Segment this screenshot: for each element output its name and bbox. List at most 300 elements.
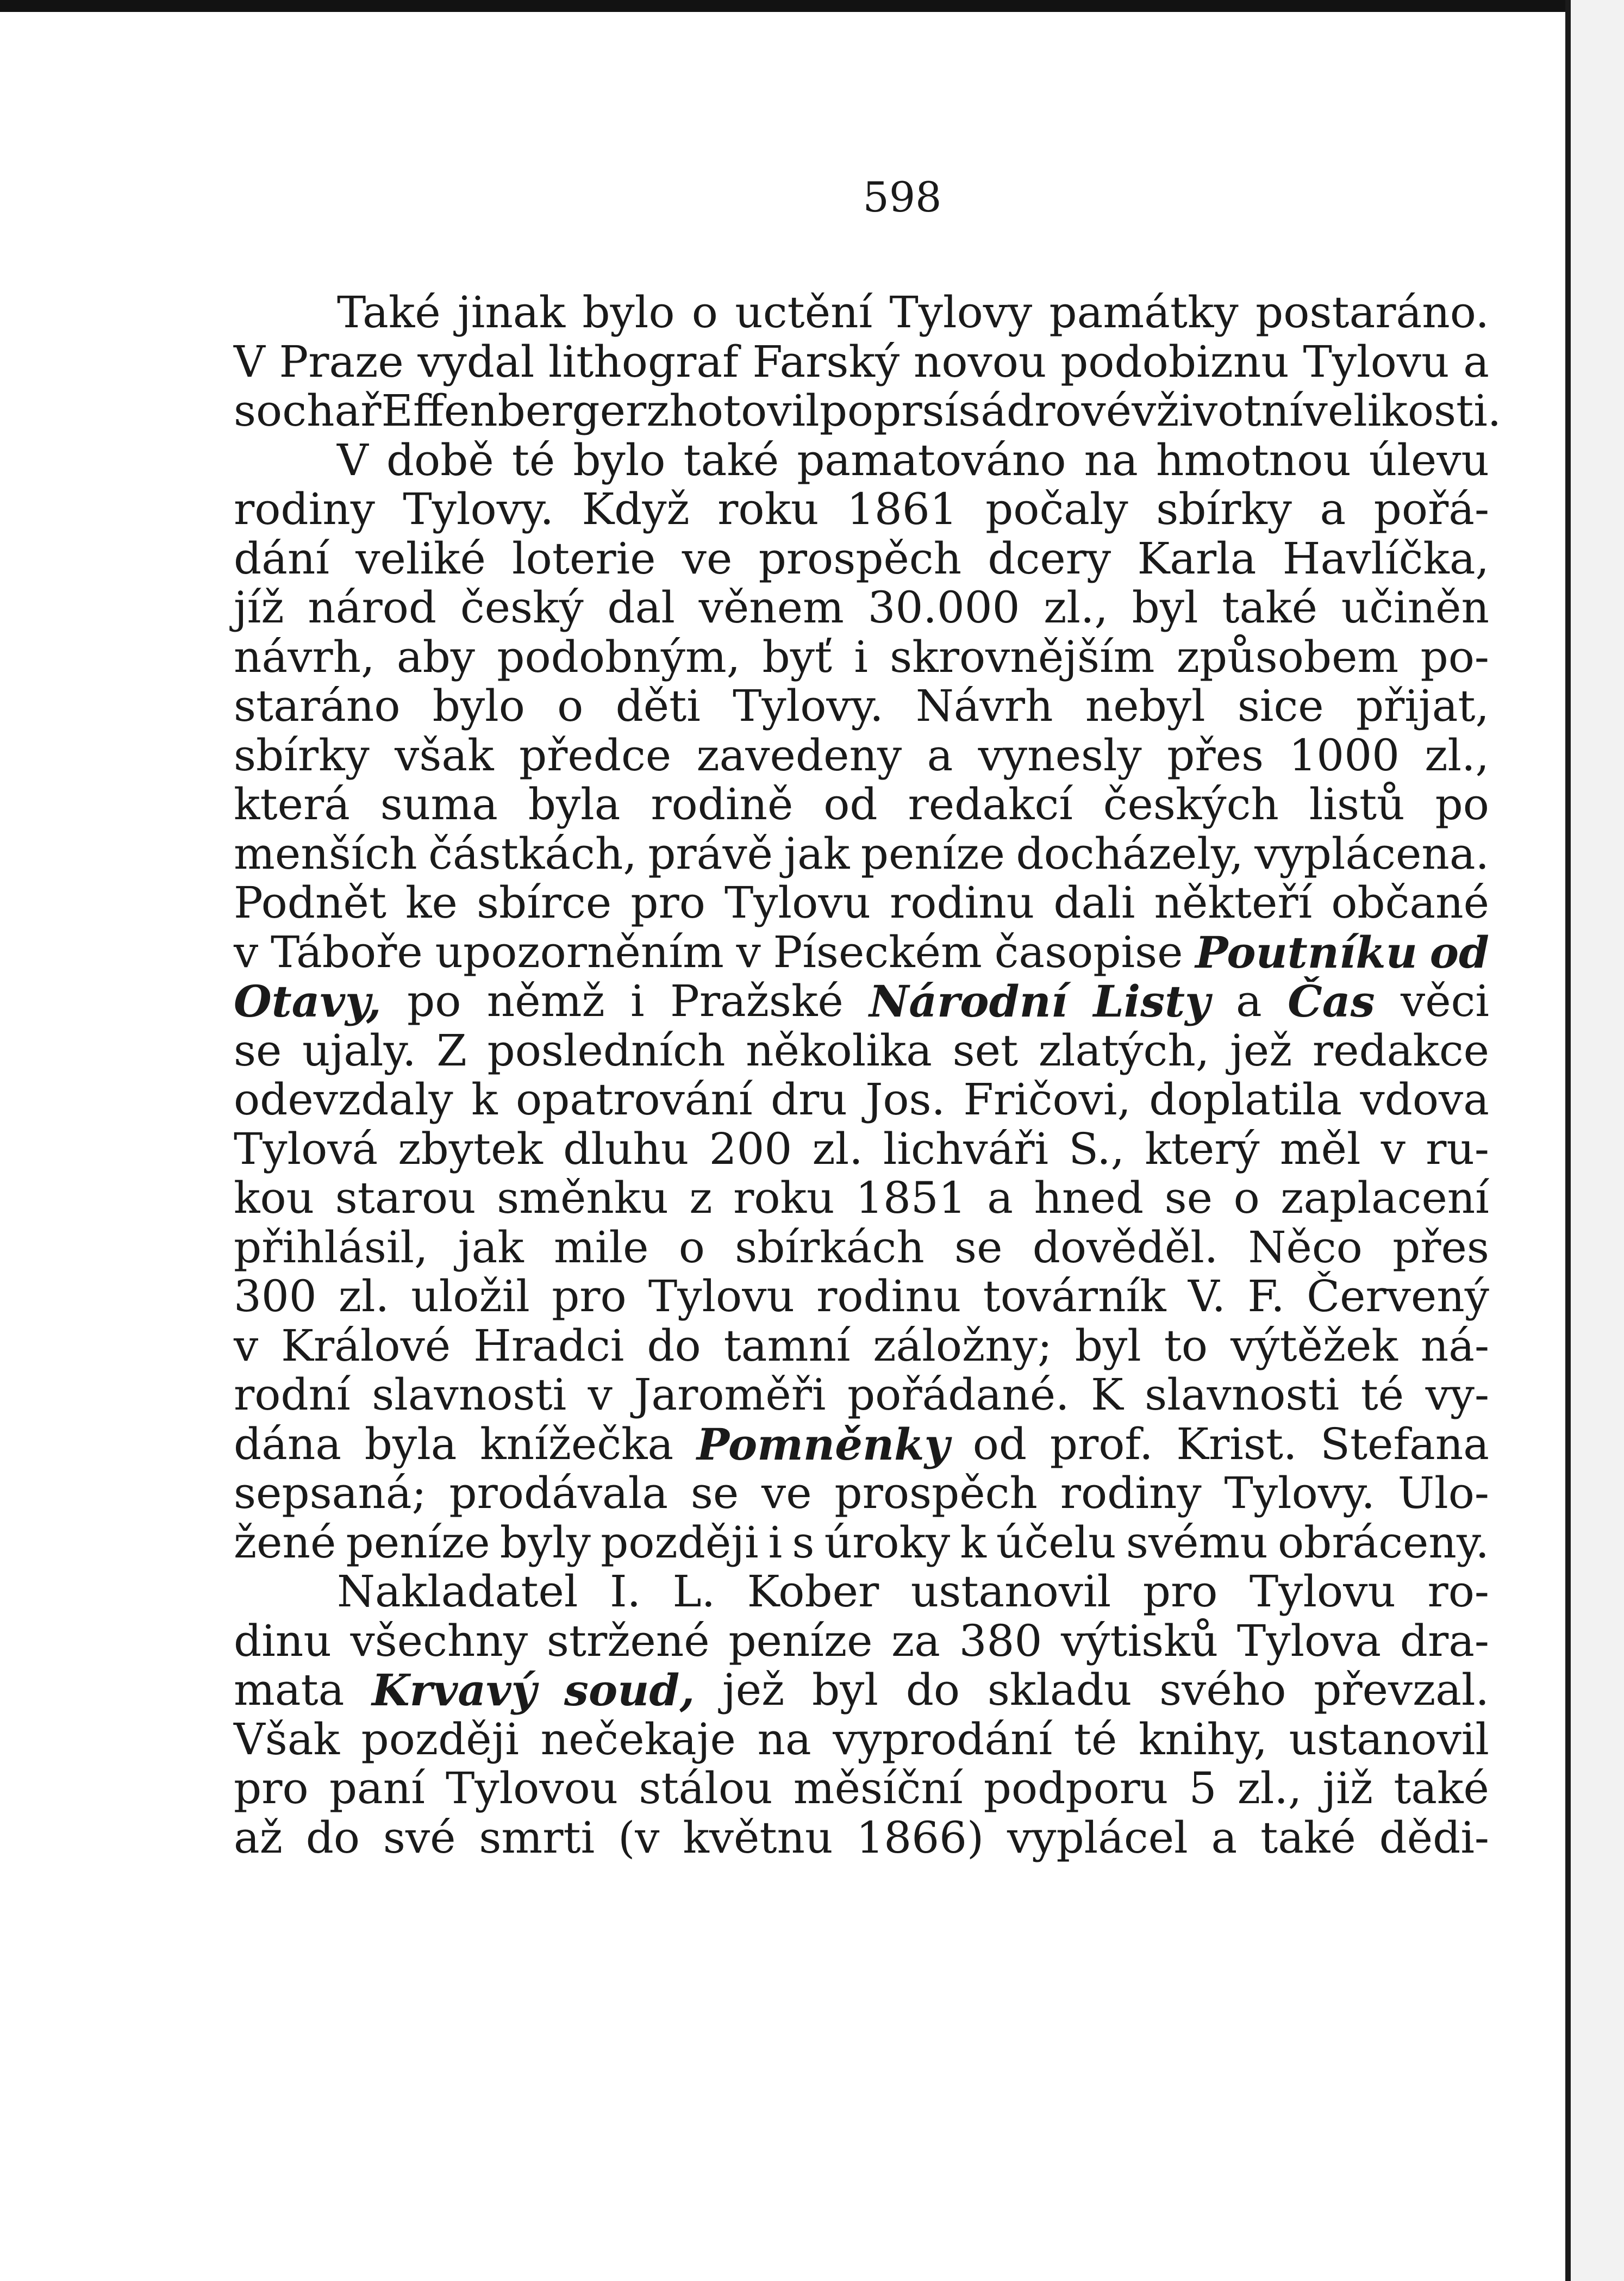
word: velikosti. [1303,385,1502,436]
word: továrník [983,1271,1166,1322]
text-line [234,878,1489,928]
word: Jos. [865,1074,945,1125]
word: Tylovu [648,1271,795,1322]
word: němž [486,976,605,1026]
word: v [1381,1123,1406,1174]
word: ve [761,1468,812,1518]
word: a [1320,484,1346,534]
word: po [407,976,461,1026]
word: zhotovil [646,385,820,436]
word: peníze [860,828,1005,879]
word: sbírce [476,877,612,928]
word: přihlásil, [234,1221,428,1273]
text-line [234,583,1489,633]
word: poprsí [819,385,959,436]
word: V [337,434,368,485]
text-line [234,1469,1489,1518]
word: podobným, [497,631,741,682]
text-line [234,485,1489,534]
word: 300 [234,1271,317,1322]
word: ná- [1420,1320,1489,1371]
text-line [234,1715,1489,1765]
word: doplatila [1149,1074,1342,1125]
word: také [683,434,779,485]
text-line [234,1518,1489,1568]
word: smrti [479,1812,595,1863]
word: úlevu [1369,434,1489,485]
word: knížečka [480,1418,674,1469]
text-line [234,1322,1489,1371]
word: záložny; [873,1320,1052,1371]
word: Táboře [270,926,423,977]
word: (v [618,1812,660,1863]
word: vyplácel [1007,1812,1188,1863]
word: i [768,1517,783,1568]
italic-word: Krvavý [372,1665,537,1716]
word: která [234,779,350,830]
word: K [1090,1369,1123,1420]
word: Tylovou [446,1763,619,1813]
word: v [1132,385,1157,436]
word: Něco [1248,1221,1363,1273]
word: 1861 [847,484,958,534]
word: pro [234,1763,309,1813]
word: o [1233,1173,1260,1223]
word: dcery [988,533,1111,584]
word: rodiny [234,484,375,534]
word: po [1435,779,1489,830]
word: s [792,1517,815,1568]
word: do [647,1320,701,1371]
word: knihy, [1138,1713,1267,1765]
text-line [234,436,1489,485]
word: redakce [1312,1025,1489,1076]
word: podobiznu [1060,336,1289,387]
italic-word: Pomněnky [696,1418,950,1470]
word: vy- [1425,1369,1489,1420]
word: také [1222,582,1317,633]
word: mata [234,1665,345,1715]
word: Tylová [234,1123,378,1174]
word: svého [1159,1665,1286,1715]
word: lichváři [883,1123,1049,1174]
word: k [471,1074,498,1125]
word: Tylovu [1249,1566,1396,1617]
word: v [234,926,259,977]
word: stržené [546,1615,710,1666]
word: dra- [1400,1615,1489,1666]
word: z [689,1173,713,1223]
word: se [690,1468,739,1518]
word: dána [234,1418,342,1469]
word: i [854,631,868,682]
word: prospěch [834,1468,1038,1518]
word: skrovnějším [890,631,1155,682]
word: Ulo- [1397,1468,1489,1518]
word: přes [1392,1221,1489,1273]
word: někteří [1154,877,1313,928]
word: stálou [639,1763,773,1813]
word: dinu [234,1615,332,1666]
word: učiněn [1341,582,1489,633]
word: novou [913,336,1047,387]
word: vdova [1360,1074,1489,1125]
word: Když [582,484,690,534]
word: tamní [723,1320,851,1371]
text-line [234,1617,1489,1666]
word: prodávala [449,1468,669,1518]
word: za [891,1615,940,1666]
word: F. [1247,1271,1285,1322]
word: květnu [683,1812,833,1863]
word: 5 [1189,1763,1217,1813]
word: sbírkách [735,1221,925,1273]
word: uložil [411,1271,530,1322]
word: vydal [417,336,535,387]
scan-right-margin [1571,0,1624,2281]
word: roku [733,1173,835,1223]
italic-word: Čas [1288,976,1375,1027]
word: a [1211,1812,1238,1863]
text-line [234,1125,1489,1174]
word: zaplacení [1281,1173,1489,1223]
word: časopise [994,926,1183,977]
text-line [234,1666,1489,1715]
word: občané [1331,877,1489,928]
word: rodinu [816,1271,961,1322]
word: měl [1279,1123,1361,1174]
word: zavedeny [696,730,902,781]
word: zl. [338,1271,390,1322]
word: Effenberger [381,385,647,436]
word: návrh, [234,631,375,682]
word: také [1260,1812,1356,1863]
word: přijat, [1356,681,1489,731]
word: vyplácena. [1254,828,1489,879]
text-line [234,1026,1489,1076]
word: později [361,1713,520,1765]
word: a [1463,336,1489,387]
word: Karla [1137,533,1257,584]
text-line [234,1370,1489,1420]
word: zbytek [398,1123,543,1174]
word: jak [458,1221,524,1273]
word: Fričovi, [963,1074,1131,1125]
word: zlatých, [1038,1025,1210,1076]
italic-word: Otavy, [234,976,382,1027]
word: veliké [355,533,486,584]
word: na [757,1713,811,1765]
word: I. [609,1566,641,1617]
word: pro [552,1271,627,1322]
word: věci [1401,976,1489,1026]
word: směnku [497,1173,669,1223]
word: Krist. [1176,1418,1297,1469]
word: výtěžek [1230,1320,1398,1371]
word: předce [519,730,672,781]
word: mile [554,1221,649,1273]
word: skladu [987,1665,1132,1715]
word: jež [1229,1025,1292,1076]
word: na [1084,434,1138,485]
word: sepsaná; [234,1468,427,1518]
word: prof. [1050,1418,1153,1469]
word: byl [811,1665,878,1715]
word: dali [1053,877,1135,928]
word: sbírky [1156,484,1292,534]
word: nečekaje [540,1713,736,1765]
word: V. [1188,1271,1226,1322]
text-line [234,1174,1489,1223]
italic-word: Národní [869,976,1068,1027]
word: 1866) [856,1812,984,1863]
text-line [234,1272,1489,1322]
word: úroky [824,1517,951,1568]
word: L. [672,1566,716,1617]
text-line [234,1420,1489,1469]
word: lithograf [548,336,739,387]
word: peníze [728,1615,873,1666]
text-line [234,830,1489,879]
word: a [1236,976,1262,1026]
word: také [1394,1763,1489,1813]
word: nebyl [1085,681,1205,731]
word: Jaroměři [634,1369,826,1420]
word: v [588,1369,613,1420]
word: po- [1420,631,1489,682]
word: prospěch [758,533,962,584]
word: právě [648,828,773,879]
word: 1851 [855,1173,966,1223]
word: S., [1069,1123,1125,1174]
word: hned [1034,1173,1144,1223]
word: sice [1237,681,1324,731]
word: dání [234,533,330,584]
word: uctění [735,287,873,338]
word: byl [1132,582,1198,633]
word: pořá- [1373,484,1489,534]
word: rodiny [1060,1468,1202,1518]
word: starou [335,1173,476,1223]
word: jak [784,828,850,879]
page-number: 598 [863,173,942,221]
word: byla [528,779,621,830]
word: Tylovy [889,287,1033,338]
word: byla [364,1418,457,1469]
word: se [954,1221,1003,1273]
word: přes [1167,730,1264,781]
word: opatrování [515,1074,753,1125]
word: Praze [279,336,404,387]
word: rodní [234,1369,351,1420]
word: zl., [1237,1763,1302,1813]
word: ru- [1426,1123,1489,1174]
word: ro- [1427,1566,1489,1617]
word: bylo [573,434,666,485]
text-line [234,928,1489,977]
word: žené [234,1517,336,1568]
word: Však [234,1713,340,1765]
word: docházely, [1016,828,1244,879]
word: bylo [432,681,525,731]
word: Havlíčka, [1282,533,1489,584]
word: až [234,1812,283,1863]
word: však [395,730,494,781]
word: paní [329,1763,425,1813]
word: který [1145,1123,1260,1174]
word: aby [396,631,475,682]
word: Farský [752,336,900,387]
word: životní [1156,385,1303,436]
word: od [823,779,878,830]
word: svému [1126,1517,1268,1568]
scan-right-edge [1565,0,1571,2281]
body-text [234,287,1502,1863]
text-line [234,288,1489,338]
word: obráceny. [1277,1517,1489,1568]
word: i [630,976,645,1026]
word: výtisků [1061,1615,1219,1666]
scan-top-edge [0,0,1624,12]
word: od [972,1418,1027,1469]
word: vynesly [978,730,1142,781]
text-line [234,1223,1489,1273]
word: ujaly. [302,1025,416,1076]
word: sbírky [234,730,370,781]
word: český [460,582,584,633]
word: Tylovy. [403,484,554,534]
word: Tylovu [1303,336,1450,387]
word: vyprodání [833,1713,1053,1765]
word: bylo [582,287,675,338]
word: se [1164,1173,1213,1223]
word: později [601,1517,759,1568]
word: jež [722,1665,785,1715]
word: listů [1309,779,1405,830]
text-line [234,633,1489,682]
word: pro [1142,1566,1218,1617]
word: slavnosti [372,1369,567,1420]
text-line [234,977,1489,1026]
word: všechny [350,1615,528,1666]
word: jinak [457,287,566,338]
word: účelu [996,1517,1116,1568]
text-line [234,682,1489,731]
word: set [952,1025,1019,1076]
word: posledních [487,1025,726,1076]
word: již [1322,1763,1373,1813]
word: v [736,926,761,977]
word: do [305,1812,360,1863]
word: odevzdaly [234,1074,453,1125]
word: dědi- [1379,1812,1489,1863]
word: děti [615,681,701,731]
word: dluhu [563,1123,689,1174]
word: sádrové [958,385,1132,436]
text-line [234,731,1489,781]
word: své [383,1812,456,1863]
word: rodinu [890,877,1035,928]
word: převzal. [1314,1665,1489,1715]
word: zl., [1425,730,1489,781]
text-line [234,780,1489,830]
word: Hradci [473,1320,624,1371]
word: o [678,1221,705,1273]
word: té [1073,1713,1117,1765]
word: Tylovy. [733,681,884,731]
word: byl [1075,1320,1141,1371]
word: měsíční [793,1763,963,1813]
text-line [234,338,1489,387]
word: jíž [234,582,284,633]
italic-word: od [1429,926,1489,978]
word: 1000 [1289,730,1400,781]
word: ve [682,533,733,584]
word: té [511,434,555,485]
word: k [960,1517,986,1568]
word: Kober [747,1566,879,1617]
word: redakcí [908,779,1073,830]
word: Stefana [1320,1418,1489,1469]
word: 200 [709,1123,792,1174]
word: upozorněním [435,926,724,977]
text-line [234,385,1502,436]
word: Tylovu [724,877,871,928]
word: V [234,336,265,387]
word: o [557,681,584,731]
word: Návrh [915,681,1053,731]
word: Králové [281,1320,451,1371]
word: a [927,730,953,781]
word: pamatováno [797,434,1066,485]
word: o [691,287,718,338]
italic-word: Listy [1093,976,1210,1027]
word: způsobem [1176,631,1399,682]
word: hmotnou [1155,434,1351,485]
word: loterie [512,533,656,584]
text-line [234,1764,1489,1813]
word: v [234,1320,259,1371]
word: rodině [651,779,794,830]
word: a [987,1173,1013,1223]
word: ustanovil [910,1566,1111,1617]
word: roku [717,484,819,534]
word: postaráno. [1255,287,1489,338]
word: Pražské [670,976,844,1026]
word: zl., [1044,582,1108,633]
word: národ [308,582,437,633]
word: se [234,1025,282,1076]
word: pořádané. [847,1369,1070,1420]
word: zl. [812,1123,863,1174]
word: staráno [234,681,401,731]
word: památky [1049,287,1239,338]
italic-word: Poutníku [1195,926,1417,978]
word: dal [607,582,675,633]
word: Tylova [1236,1615,1382,1666]
word: Píseckém [773,926,982,977]
text-line [234,534,1489,584]
word: částkách, [428,828,637,879]
word: peníze [346,1517,490,1568]
text-line [234,1813,1489,1863]
word: sochař [234,385,382,436]
word: ke [405,877,458,928]
word: byť [762,631,833,682]
word: ustanovil [1289,1713,1489,1765]
word: byly [499,1517,591,1568]
word: 380 [959,1615,1042,1666]
